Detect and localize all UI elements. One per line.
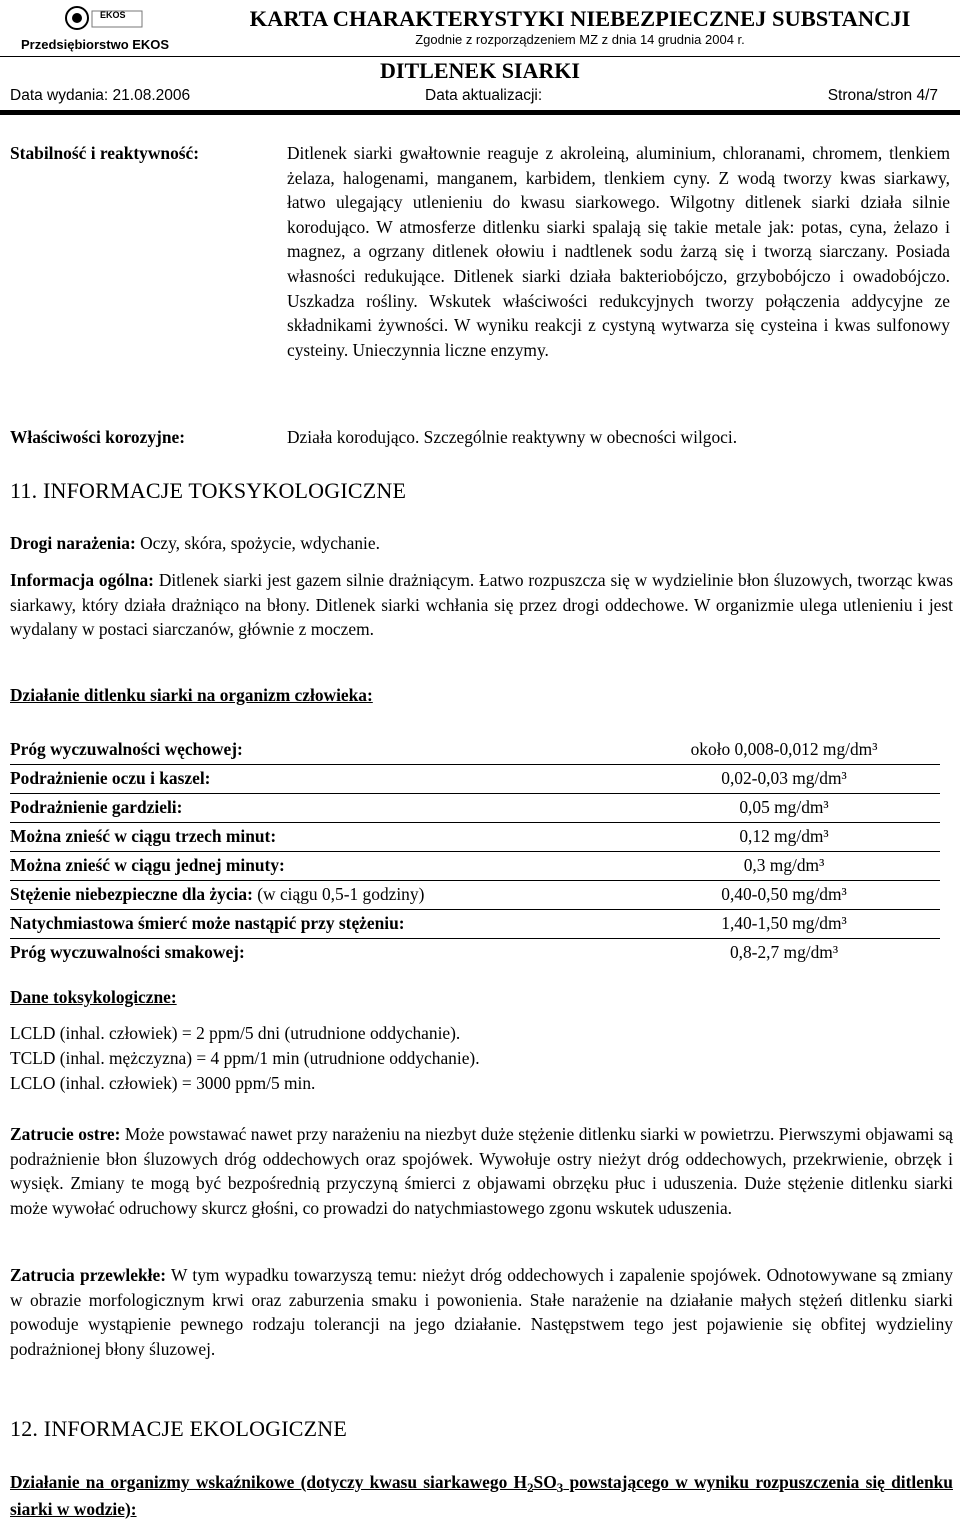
section-12-title: 12. INFORMACJE EKOLOGICZNE [10, 1416, 348, 1441]
corrosive-label: Właściwości korozyjne: [10, 427, 186, 447]
threshold-label: Próg wyczuwalności smakowej: [10, 942, 245, 962]
threshold-value: 1,40-1,50 mg/dm³ [721, 913, 847, 933]
acute-label: Zatrucie ostre: [10, 1124, 121, 1144]
threshold-row [0, 852, 960, 881]
threshold-row [0, 910, 960, 939]
exposure-label: Drogi narażenia: [10, 533, 136, 553]
threshold-value: około 0,008-0,012 mg/dm³ [690, 739, 878, 759]
threshold-value: 0,40-0,50 mg/dm³ [721, 884, 847, 904]
indicator-organisms-heading: Działanie na organizmy wskaźnikowe (dotyczy kwasu siarkawego $H_2SO_3$ powstającego w wyniku rozpuszczenia się ditlenku siarki w wodzie): [10, 1472, 953, 1519]
header-divider [0, 56, 960, 57]
page-number: Strona/stron 4/7 [827, 87, 938, 104]
threshold-label: Stężenie niebezpieczne dla życia: (w ciągu 0,5-1 godziny) [10, 884, 425, 904]
threshold-list [0, 736, 960, 972]
threshold-label: Podrażnienie gardzieli: [10, 797, 183, 817]
tox-line: LCLD (inhal. człowiek) = 2 ppm/5 dni (utrudnione oddychanie). [10, 1023, 461, 1043]
document-subtitle: Zgodnie z rozporządzeniem MZ z dnia 14 grudnia 2004 r. [415, 32, 745, 47]
general-label: Informacja ogólna: [10, 570, 154, 590]
chronic-poisoning [10, 1263, 953, 1361]
threshold-row [0, 794, 960, 823]
company-name: Przedsiębiorstwo EKOS [21, 37, 170, 52]
exposure-text: Oczy, skóra, spożycie, wdychanie. [135, 533, 380, 553]
document-title: KARTA CHARAKTERYSTYKI NIEBEZPIECZNEJ SUBSTANCJI [249, 6, 911, 31]
tox-line: LCLO (inhal. człowiek) = 3000 ppm/5 min. [10, 1073, 316, 1093]
acute-text: Może powstawać nawet przy narażeniu na niezbyt duże stężenie ditlenku siarki w powietrzu. Pierwszymi objawami są podrażnienie błon śluzowych dróg oddechowych oraz spojówek. Wywołuje ostry nieżyt dróg oddechowych, przekrwienie, obrzęk i wysięk. Zmiany te mogą być bezpośrednią przyczyną śmierci z objawami obrzęku płuc i uduszenia. Duże stężenie ditlenku siarki może wywołać odruchowy skurcz głośni, co prowadzi do natychmiastowego zgonu wskutek uduszenia. [10, 1124, 953, 1218]
threshold-value: 0,8-2,7 mg/dm³ [729, 942, 839, 962]
threshold-value: 0,12 mg/dm³ [739, 826, 829, 846]
exposure-routes [10, 531, 380, 556]
threshold-label: Można znieść w ciągu jednej minuty: [10, 855, 285, 875]
general-info [10, 568, 953, 642]
company-logo [4, 2, 194, 56]
threshold-row [0, 823, 960, 852]
issue-date: Data wydania: 21.08.2006 [10, 87, 191, 104]
chronic-label: Zatrucia przewlekłe: [10, 1265, 166, 1285]
threshold-value: 0,02-0,03 mg/dm³ [721, 768, 847, 788]
tox-line: TCLD (inhal. mężczyzna) = 4 ppm/1 min (utrudnione oddychanie). [10, 1048, 480, 1068]
threshold-value: 0,05 mg/dm³ [739, 797, 829, 817]
logo-text: EKOS [100, 10, 126, 20]
corrosive-text: Działa korodująco. Szczególnie reaktywny w obecności wilgoci. [287, 427, 738, 447]
chronic-text: W tym wypadku towarzyszą temu: nieżyt dróg oddechowych i zapalenie spojówek. Odnotowywane są zmiany w obrazie morfologicznym krwi oraz zaburzenia smaku i powonienia. Stałe narażenie na działanie małych stężeń ditlenku siarki powoduje wystąpienie pewnego rodzaju tolerancji na jego działanie. Następstwem tego jest pojawienie się obfitej wydzieliny podrażnionej błony śluzowej. [10, 1265, 953, 1359]
header-band [0, 110, 960, 115]
update-date: Data aktualizacji: [425, 87, 543, 104]
threshold-row [0, 881, 960, 910]
stability-text: Ditlenek siarki gwałtownie reaguje z akroleiną, aluminium, chloranami, chromem, tlenkiem żelaza, halogenami, manganem, karbidem, tlenkiem cyny. Z wodą tworzy kwas siarkawy, łatwo ulegający utlenieniu do kwasu siarkowego. Wilgotny ditlenek siarki działa silnie korodująco. W atmosferze ditlenku siarki spalają się takie metale jak: potas, cyna, żelazo i magnez, a ogrzany ditlenek ołowiu i nadtlenek sodu żarzą się i tworzą siarczany. Posiada własności redukujące. Ditlenek siarki działa bakteriobójczo, grzybobójczo i owadobójczo. Uszkadza rośliny. Wskutek właściwości redukcyjnych tworzy połączenia addycyjne ze składnikami żywności. W wyniku reakcji z cystyną wytwarza się cysteina i kwas sulfonowy cysteiny. Unieczynnia liczne enzymy. [287, 143, 950, 360]
threshold-row [0, 939, 960, 968]
threshold-row [0, 765, 960, 794]
threshold-value: 0,3 mg/dm³ [743, 855, 825, 875]
threshold-label: Podrażnienie oczu i kaszel: [10, 768, 211, 788]
threshold-label: Natychmiastowa śmierć może nastąpić przy stężeniu: [10, 913, 405, 933]
threshold-row [0, 736, 960, 765]
general-text: Ditlenek siarki jest gazem silnie drażniącym. Łatwo rozpuszcza się w wydzielinie błon śluzowych, tworząc kwas siarkawy, który działa drażniąco na błony. Ditlenek siarki wchłania się przez drogi oddechowe. W organizmie ulega utlenieniu i jest wydalany w postaci siarczanów, głównie z moczem. [10, 570, 953, 640]
tox-heading: Dane toksykologiczne: [10, 987, 177, 1007]
section-11-title: 11. INFORMACJE TOKSYKOLOGICZNE [10, 478, 407, 503]
threshold-label: Próg wyczuwalności węchowej: [10, 739, 243, 759]
threshold-label: Można znieść w ciągu trzech minut: [10, 826, 277, 846]
stability-label: Stabilność i reaktywność: [10, 143, 200, 163]
substance-name: DITLENEK SIARKI [380, 58, 580, 83]
effect-heading: Działanie ditlenku siarki na organizm człowieka: [10, 685, 373, 705]
acute-poisoning [10, 1122, 953, 1220]
